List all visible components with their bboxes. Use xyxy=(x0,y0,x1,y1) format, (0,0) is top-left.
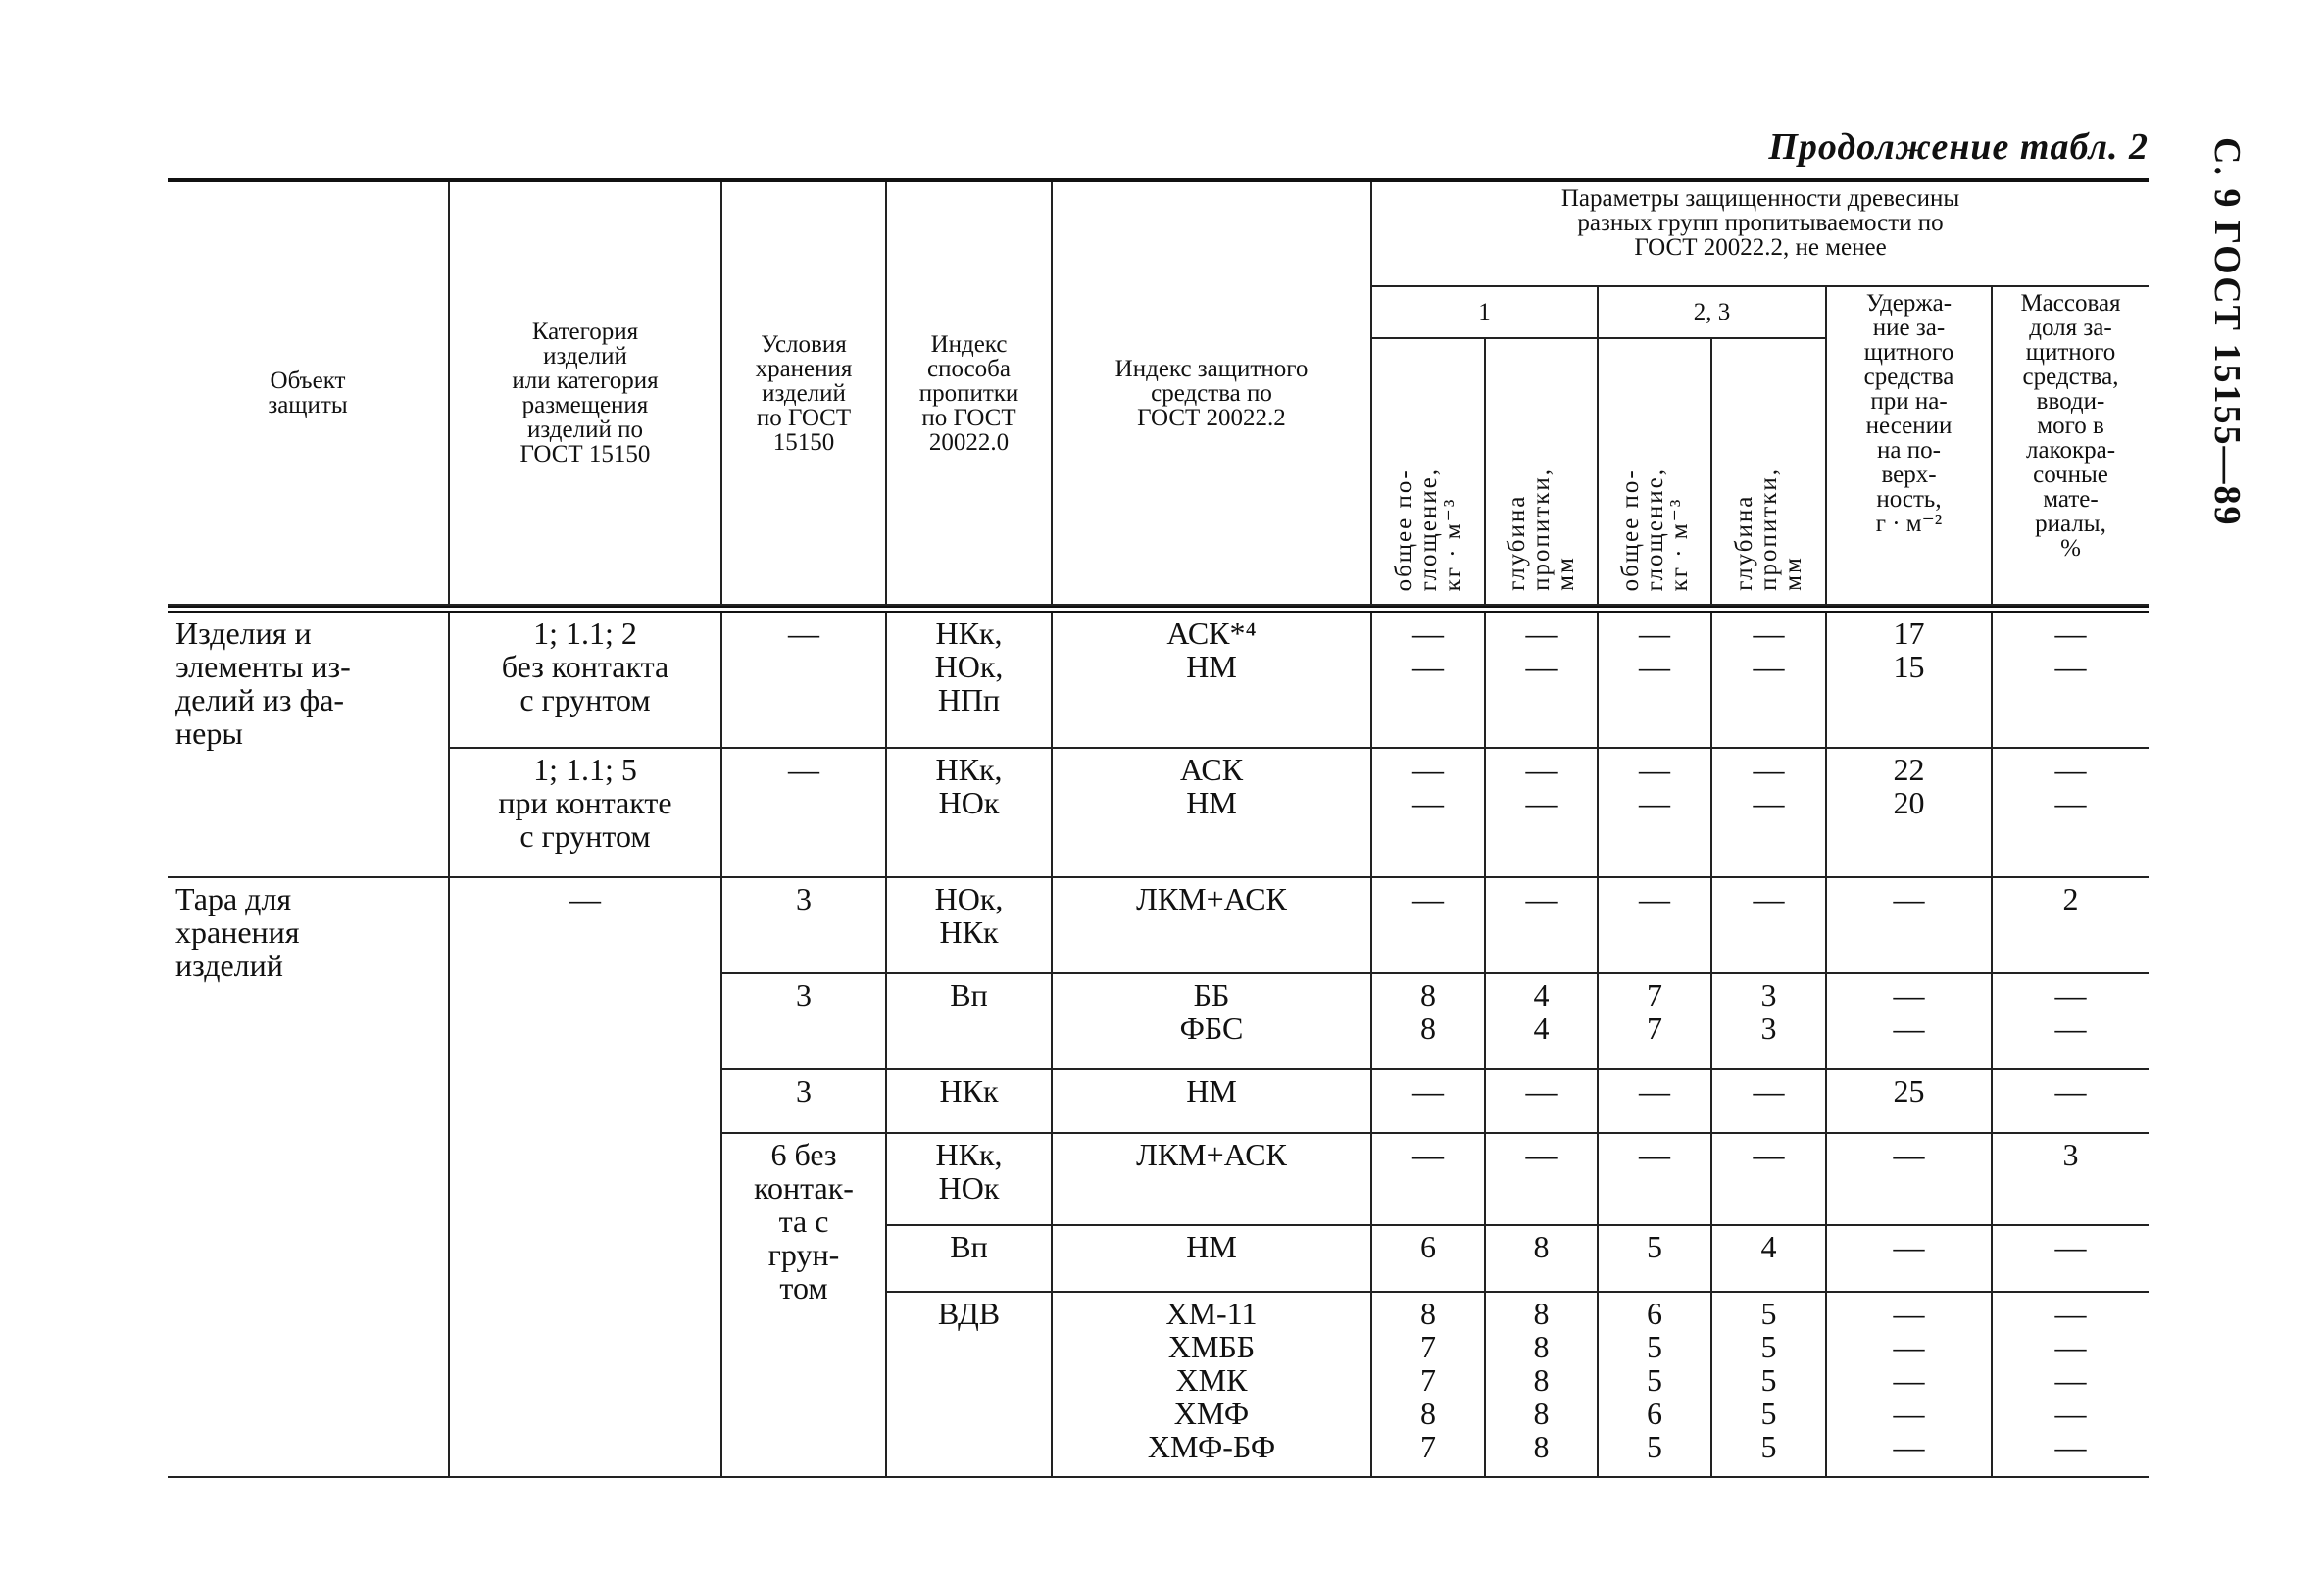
cell-abs23: — xyxy=(1598,1133,1711,1225)
header-retention: Удержа- ние за- щитного средства при на- несении на по- верх- ность, г · м⁻² xyxy=(1826,286,1992,605)
table-row xyxy=(168,610,2149,748)
cell-abs23: — xyxy=(1598,1069,1711,1133)
header-group-1: 1 xyxy=(1371,286,1598,338)
cell-dep23: — xyxy=(1711,1133,1826,1225)
cell-dep23: — xyxy=(1711,877,1826,973)
cell-method: НКк, НОк xyxy=(886,748,1052,877)
cell-retention: — xyxy=(1826,1133,1992,1225)
cell-method: Вп xyxy=(886,973,1052,1069)
header-agent: Индекс защитного средства по ГОСТ 20022.2 xyxy=(1052,180,1371,605)
header-method: Индекс способа пропитки по ГОСТ 20022.0 xyxy=(886,180,1052,605)
cell-dep1: 4 4 xyxy=(1485,973,1598,1069)
cell-category: — xyxy=(449,877,721,1477)
cell-mass: — — — — — xyxy=(1992,1292,2149,1477)
cell-agent: АСК НМ xyxy=(1052,748,1371,877)
header-depth-23-text: глубина пропитки, мм xyxy=(1731,468,1806,591)
header-params: Параметры защищенности древесины разных групп пропитываемости по ГОСТ 20022.2, не менее xyxy=(1371,180,2149,286)
cell-agent: ХМ-11 ХМББ ХМК ХМФ ХМФ-БФ xyxy=(1052,1292,1371,1477)
cell-retention: — xyxy=(1826,877,1992,973)
cell-dep1: 8 xyxy=(1485,1225,1598,1292)
cell-dep23: — xyxy=(1711,1069,1826,1133)
cell-retention: 17 15 xyxy=(1826,610,1992,748)
cell-dep1: — xyxy=(1485,1133,1598,1225)
cell-retention: — — — — — xyxy=(1826,1292,1992,1477)
cell-agent: ЛКМ+АСК xyxy=(1052,877,1371,973)
header-depth-23 xyxy=(1711,338,1826,605)
cell-category: 1; 1.1; 5 при контакте с грунтом xyxy=(449,748,721,877)
cell-agent: НМ xyxy=(1052,1225,1371,1292)
header-group-23: 2, 3 xyxy=(1598,286,1826,338)
header-category: Категория изделий или категория размещения изделий по ГОСТ 15150 xyxy=(449,180,721,605)
header-absorption-23-text: общее по- глощение, кг · м⁻³ xyxy=(1616,467,1693,591)
header-absorption-1 xyxy=(1371,338,1485,605)
page-title: Продолжение табл. 2 xyxy=(1768,126,2149,168)
cell-abs1: — xyxy=(1371,1069,1485,1133)
cell-abs1: 8 7 7 8 7 xyxy=(1371,1292,1485,1477)
cell-mass: 2 xyxy=(1992,877,2149,973)
header-absorption-1-text: общее по- глощение, кг · м⁻³ xyxy=(1390,467,1466,591)
cell-abs1: — — xyxy=(1371,748,1485,877)
cell-abs1: — — xyxy=(1371,610,1485,748)
cell-dep1: — — xyxy=(1485,610,1598,748)
cell-abs23: — xyxy=(1598,877,1711,973)
header-depth-1-text: глубина пропитки, мм xyxy=(1504,468,1579,591)
cell-method: Вп xyxy=(886,1225,1052,1292)
cell-category: 1; 1.1; 2 без контакта с грунтом xyxy=(449,610,721,748)
cell-method: НКк xyxy=(886,1069,1052,1133)
cell-retention: — xyxy=(1826,1225,1992,1292)
header-mass: Массовая доля за- щитного средства, вводи- мого в лакокра- сочные мате- риалы, % xyxy=(1992,286,2149,605)
cell-agent: НМ xyxy=(1052,1069,1371,1133)
cell-abs23: — — xyxy=(1598,748,1711,877)
cell-abs23: 7 7 xyxy=(1598,973,1711,1069)
cell-dep23: 4 xyxy=(1711,1225,1826,1292)
cell-mass: — — xyxy=(1992,973,2149,1069)
cell-agent: АСК*⁴ НМ xyxy=(1052,610,1371,748)
cell-dep23: — — xyxy=(1711,748,1826,877)
cell-abs23: 5 xyxy=(1598,1225,1711,1292)
cell-object: Тара для хранения изделий xyxy=(168,877,449,1477)
cell-retention: 22 20 xyxy=(1826,748,1992,877)
cell-dep1: — — xyxy=(1485,748,1598,877)
cell-storage: 3 xyxy=(721,973,886,1069)
cell-dep23: 3 3 xyxy=(1711,973,1826,1069)
side-header: С. 9 ГОСТ 15155—89 xyxy=(2206,137,2248,527)
cell-abs23: 6 5 5 6 5 xyxy=(1598,1292,1711,1477)
cell-agent: ББ ФБС xyxy=(1052,973,1371,1069)
cell-mass: — — xyxy=(1992,748,2149,877)
cell-mass: 3 xyxy=(1992,1133,2149,1225)
cell-method: НКк, НОк xyxy=(886,1133,1052,1225)
cell-abs1: 8 8 xyxy=(1371,973,1485,1069)
cell-abs1: — xyxy=(1371,1133,1485,1225)
cell-method: НОк, НКк xyxy=(886,877,1052,973)
cell-dep23: — — xyxy=(1711,610,1826,748)
table-row xyxy=(168,748,2149,877)
cell-abs1: — xyxy=(1371,877,1485,973)
cell-dep1: — xyxy=(1485,877,1598,973)
cell-mass: — xyxy=(1992,1069,2149,1133)
header-absorption-23 xyxy=(1598,338,1711,605)
cell-object: Изделия и элементы из- делий из фа- неры xyxy=(168,610,449,877)
cell-storage: 3 xyxy=(721,1069,886,1133)
cell-storage: 3 xyxy=(721,877,886,973)
cell-storage: — xyxy=(721,610,886,748)
cell-retention: 25 xyxy=(1826,1069,1992,1133)
cell-method: НКк, НОк, НПп xyxy=(886,610,1052,748)
header-depth-1 xyxy=(1485,338,1598,605)
cell-storage: 6 без контак- та с грун- том xyxy=(721,1133,886,1477)
cell-dep23: 5 5 5 5 5 xyxy=(1711,1292,1826,1477)
header-object: Объект защиты xyxy=(168,180,449,605)
protection-table xyxy=(168,178,2149,1478)
cell-mass: — xyxy=(1992,1225,2149,1292)
cell-abs1: 6 xyxy=(1371,1225,1485,1292)
cell-dep1: 8 8 8 8 8 xyxy=(1485,1292,1598,1477)
cell-retention: — — xyxy=(1826,973,1992,1069)
cell-storage: — xyxy=(721,748,886,877)
cell-abs23: — — xyxy=(1598,610,1711,748)
table-body xyxy=(168,610,2149,1477)
cell-mass: — — xyxy=(1992,610,2149,748)
cell-agent: ЛКМ+АСК xyxy=(1052,1133,1371,1225)
cell-method: ВДВ xyxy=(886,1292,1052,1477)
table-row xyxy=(168,877,2149,973)
cell-dep1: — xyxy=(1485,1069,1598,1133)
header-storage: Условия хранения изделий по ГОСТ 15150 xyxy=(721,180,886,605)
